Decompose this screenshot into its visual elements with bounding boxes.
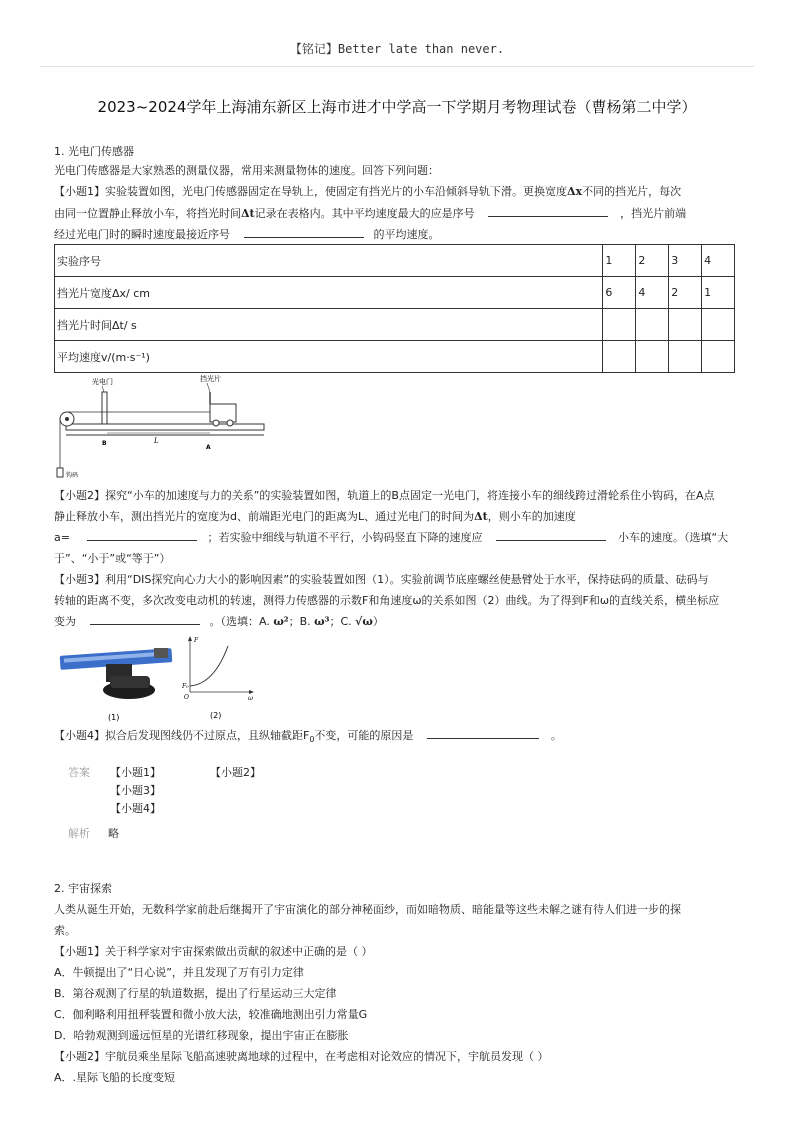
q2-heading: 2. 宇宙探索	[54, 882, 112, 895]
hook-weight	[57, 468, 63, 477]
figure-label-1: (1)	[108, 713, 120, 722]
gate-label: 光电门	[92, 378, 113, 386]
table-cell-label: 挡光片宽度Δx/ cm	[55, 277, 603, 309]
q1-sub2-line4: 于”、“小于”或“等于”）	[54, 552, 171, 565]
table-row	[55, 277, 735, 309]
page-title: 2023~2024学年上海浦东新区上海市进才中学高一下学期月考物理试卷（曹杨第二中学）	[97, 98, 697, 116]
table-cell: 4	[702, 245, 735, 277]
answer-item: 【小题2】	[210, 766, 261, 779]
table-cell: 4	[636, 277, 669, 309]
q1-sub2-line3: a= ；若实验中细线与轨道不平行，小钩码竖直下降的速度应 小车的速度。（选填“大	[54, 528, 728, 547]
table-row	[55, 309, 735, 341]
flag-label: 挡光片	[200, 375, 221, 383]
answer-item: 【小题1】	[110, 766, 161, 779]
table-cell: 2	[669, 277, 702, 309]
answer-blank-3[interactable]	[87, 528, 197, 541]
point-a-label: A	[206, 444, 211, 451]
track	[66, 424, 264, 430]
axis-omega-label: ω	[248, 695, 253, 702]
answer-blank-2[interactable]	[244, 225, 364, 238]
dis-apparatus-figure	[54, 636, 184, 726]
q2-option-a[interactable]: A．牛顿提出了“日心说”，并且发现了万有引力定律	[54, 966, 304, 979]
table-cell: 2	[636, 245, 669, 277]
answer-blank-4[interactable]	[496, 528, 606, 541]
answer-blank-6[interactable]	[427, 726, 539, 739]
q1-sub3-line3: 变为 。（选填：A. ω²；B. ω³；C. √ω）	[54, 612, 384, 631]
q1-sub1-line2: 由同一位置静止释放小车，将挡光时间Δt记录在表格内。其中平均速度最大的应是序号 ，挡光片前端	[54, 204, 686, 223]
header-divider	[40, 66, 754, 67]
q2-intro-line1: 人类从诞生开始，无数科学家前赴后继揭开了宇宙演化的部分神秘面纱，而如暗物质、暗能量等这些未解之谜有待人们进一步的探	[54, 903, 681, 916]
q1-sub1-line3: 经过光电门时的瞬时速度最接近序号 的平均速度。	[54, 225, 440, 244]
q1-intro: 光电门传感器是大家熟悉的测量仪器，常用来测量物体的速度。回答下列问题：	[54, 164, 439, 177]
figure-label-2: (2)	[210, 711, 222, 720]
photogate	[102, 392, 107, 426]
table-cell-label: 挡光片时间Δt/ s	[55, 309, 603, 341]
q1-sub3-line1: 【小题3】利用“DIS探究向心力大小的影响因素”的实验装置如图（1）。实验前调节底座螺丝使悬臂处于水平，保持砝码的质量、砝码与	[54, 573, 709, 586]
table-cell: 6	[603, 277, 636, 309]
table-row	[55, 245, 735, 277]
q1-sub2-line1: 【小题2】探究“小车的加速度与力的关系”的实验装置如图，轨道上的B点固定一光电门，将连接小车的细线跨过滑轮系住小钩码，在A点	[54, 489, 715, 502]
answer-blank-5[interactable]	[90, 612, 200, 625]
q2-intro-line2: 索。	[54, 924, 76, 937]
table-cell-label: 实验序号	[55, 245, 603, 277]
analysis-label: 解析	[68, 827, 90, 840]
q2-option-d[interactable]: D．哈勃观测到遥远恒星的光谱红移现象，提出宇宙正在膨胀	[54, 1029, 349, 1042]
length-label: L	[154, 437, 159, 445]
table-cell: 1	[603, 245, 636, 277]
table-cell[interactable]	[636, 341, 669, 373]
table-cell-label: 平均速度v/(m·s⁻¹)	[55, 341, 603, 373]
q2-option-c[interactable]: C．伽利略利用扭秤装置和微小放大法，较准确地测出引力常量G	[54, 1008, 368, 1021]
q1-sub2-line2: 静止释放小车，测出挡光片的宽度为d、前端距光电门的距离为L、通过光电门的时间为Δt，则小车的加速度	[54, 510, 576, 523]
q1-sub1-line1: 【小题1】实验装置如图，光电门传感器固定在导轨上，使固定有挡光片的小车沿倾斜导轨下滑。更换宽度Δx不同的挡光片，每次	[54, 185, 682, 198]
track-apparatus-figure	[54, 372, 269, 484]
q1-sub4: 【小题4】拟合后发现图线仍不过原点，且纵轴截距$F_0$不变，可能的原因是 。	[54, 726, 562, 749]
q2-sub2: 【小题2】宇航员乘坐星际飞船高速驶离地球的过程中，在考虑相对论效应的情况下，宇航员发现（ ）	[54, 1050, 549, 1063]
table-cell[interactable]	[603, 341, 636, 373]
point-b-label: B	[102, 440, 107, 447]
f-omega-graph	[182, 634, 257, 726]
axis-origin-label: O	[184, 694, 189, 701]
q2-sub2-option-a[interactable]: A．.星际飞船的长度变短	[54, 1071, 176, 1084]
table-cell[interactable]	[702, 341, 735, 373]
table-cell[interactable]	[636, 309, 669, 341]
analysis-text: 略	[108, 827, 119, 840]
weight-label: 钩码	[66, 472, 79, 479]
table-cell[interactable]	[669, 309, 702, 341]
table-cell: 1	[702, 277, 735, 309]
axis-f0-label: F₀	[182, 683, 189, 690]
q1-sub3-line2: 转轴的距离不变，多次改变电动机的转速，测得力传感器的示数F和角速度ω的关系如图（2）曲线。为了得到F和ω的直线关系，横坐标应	[54, 594, 720, 607]
table-cell[interactable]	[603, 309, 636, 341]
answer-item: 【小题3】	[110, 784, 161, 797]
table-cell[interactable]	[702, 309, 735, 341]
cart	[210, 404, 236, 422]
table-cell[interactable]	[669, 341, 702, 373]
experiment-table	[54, 244, 735, 373]
q2-sub1: 【小题1】关于科学家对宇宙探索做出贡献的叙述中正确的是（ ）	[54, 945, 373, 958]
answer-item: 【小题4】	[110, 802, 161, 815]
q1-heading: 1. 光电门传感器	[54, 145, 134, 158]
f-omega-curve	[190, 646, 228, 686]
axis-f-label: F	[194, 637, 199, 644]
answer-label: 答案	[68, 766, 90, 779]
q2-option-b[interactable]: B．第谷观测了行星的轨道数据，提出了行星运动三大定律	[54, 987, 337, 1000]
table-cell: 3	[669, 245, 702, 277]
page-motto: 【铭记】Better late than never.	[289, 42, 505, 56]
table-row	[55, 341, 735, 373]
answer-blank-1[interactable]	[488, 204, 608, 217]
